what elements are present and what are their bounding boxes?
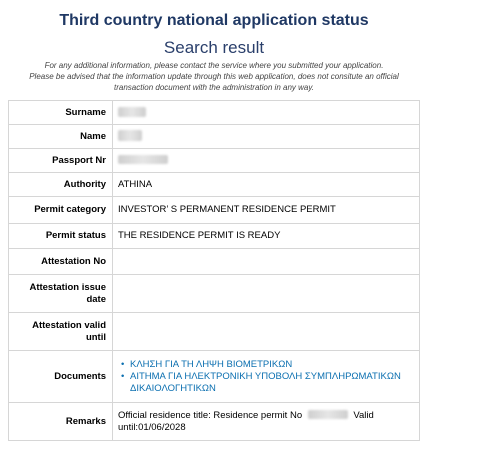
attestation-issue-label: Attestation issue date — [9, 275, 113, 313]
name-label: Name — [9, 125, 113, 149]
results-table — [8, 100, 420, 441]
redacted-permit-number — [308, 410, 348, 419]
row-passport — [9, 149, 420, 173]
name-value — [113, 125, 420, 149]
permit-category-label: Permit category — [9, 197, 113, 224]
remarks-valid: Valid — [353, 409, 374, 421]
row-attestation-issue — [9, 275, 420, 313]
redacted-passport — [118, 155, 168, 164]
row-surname — [9, 101, 420, 125]
documents-label: Documents — [9, 351, 113, 403]
authority-value: ATHINA — [113, 173, 420, 197]
page-title: Third country national application status — [59, 12, 369, 29]
passport-value — [113, 149, 420, 173]
info-notice — [0, 60, 428, 93]
permit-category-value: INVESTOR’ S PERMANENT RESIDENCE PERMIT — [113, 197, 420, 224]
surname-label: Surname — [9, 101, 113, 125]
remarks-label: Remarks — [9, 403, 113, 441]
permit-status-value: THE RESIDENCE PERMIT IS READY — [113, 224, 420, 249]
row-permit-status — [9, 224, 420, 249]
redacted-surname — [118, 107, 146, 117]
notice-line: For any additional information, please contact the service where you submitted your application. — [44, 61, 384, 70]
attestation-no-label: Attestation No — [9, 249, 113, 275]
row-permit-category — [9, 197, 420, 224]
row-authority — [9, 173, 420, 197]
supplementary-documents-link[interactable]: ΑΙΤΗΜΑ ΓΙΑ ΗΛΕΚΤΡΟΝΙΚΗ ΥΠΟΒΟΛΗ ΣΥΜΠΛΗΡΩΜΑΤΙΚΩΝ ΔΙΚΑΙΟΛΟΓΗΤΙΚΩΝ — [130, 370, 401, 394]
row-attestation-no — [9, 249, 420, 275]
documents-value — [113, 351, 420, 403]
row-documents — [9, 351, 420, 403]
surname-value — [113, 101, 420, 125]
document-item — [130, 359, 414, 371]
row-remarks — [9, 403, 420, 441]
biometrics-call-link[interactable]: ΚΛΗΣΗ ΓΙΑ ΤΗ ΛΗΨΗ ΒΙΟΜΕΤΡΙΚΩΝ — [130, 358, 293, 370]
notice-line: transaction document with the administration in any way. — [114, 83, 314, 92]
permit-status-label: Permit status — [9, 224, 113, 249]
remarks-valid-until: until:01/06/2028 — [118, 421, 186, 433]
redacted-name — [118, 130, 142, 141]
attestation-issue-value — [113, 275, 420, 313]
document-item — [130, 371, 414, 395]
notice-line: Please be advised that the information update through this web application, does not consitute an official — [29, 72, 399, 81]
row-name — [9, 125, 420, 149]
passport-label: Passport Nr — [9, 149, 113, 173]
remarks-value — [113, 403, 420, 441]
search-result-heading: Search result — [163, 38, 265, 57]
attestation-valid-value — [113, 313, 420, 351]
attestation-no-value — [113, 249, 420, 275]
attestation-valid-label: Attestation valid until — [9, 313, 113, 351]
documents-list — [118, 359, 414, 395]
row-attestation-valid — [9, 313, 420, 351]
authority-label: Authority — [9, 173, 113, 197]
remarks-text: Official residence title: Residence permit No — [118, 409, 303, 421]
